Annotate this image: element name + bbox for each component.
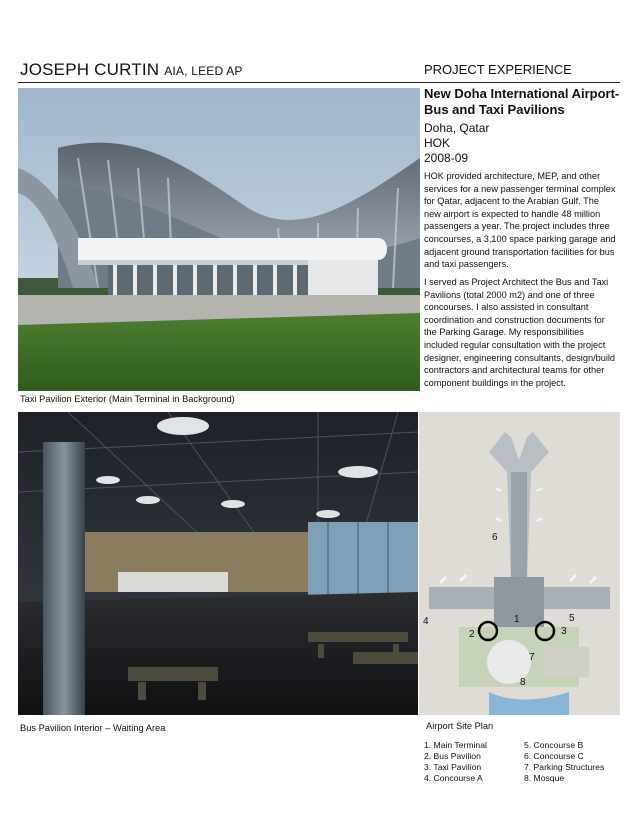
interior-illustration — [18, 412, 418, 715]
legend-item: 7. Parking Structures — [524, 762, 605, 772]
site-plan-image — [419, 412, 620, 715]
site-marker-4: 4 — [423, 616, 429, 627]
name-text: JOSEPH CURTIN — [20, 60, 160, 79]
project-location: Doha, Qatar — [424, 121, 490, 135]
interior-caption: Bus Pavilion Interior – Waiting Area — [20, 723, 166, 733]
project-years: 2008-09 — [424, 151, 469, 165]
project-description: HOK provided architecture, MEP, and other services for a new passenger terminal complex for Qatar, adjacent to the Arabian Gulf. The new airport is expected to handle 48 million passengers a year. The project includes three concourses, a 3,100 space parking garage and adjacent ground transportation facilities for bus and taxi passengers. — [424, 171, 616, 270]
project-firm: HOK — [424, 136, 451, 150]
site-marker-7: 7 — [529, 652, 535, 663]
site-marker-1: 1 — [514, 614, 520, 625]
site-plan-caption: Airport Site Plan — [426, 721, 494, 731]
site-plan-illustration — [419, 412, 620, 715]
site-marker-3: 3 — [561, 626, 567, 637]
project-title — [424, 86, 624, 118]
site-marker-5: 5 — [569, 613, 575, 624]
legend-item: 1. Main Terminal — [424, 740, 487, 750]
exterior-illustration — [18, 88, 420, 391]
legend-item: 6. Concourse C — [524, 751, 584, 761]
interior-photo — [18, 412, 418, 715]
resume-name — [20, 60, 243, 80]
exterior-photo — [18, 88, 420, 391]
project-meta — [424, 121, 624, 166]
header-divider — [18, 82, 620, 83]
project-title-line1: New Doha International Airport- — [424, 86, 620, 101]
site-marker-8: 8 — [520, 677, 526, 688]
legend-item: 3. Taxi Pavilion — [424, 762, 482, 772]
legend-column-2 — [524, 740, 604, 784]
site-marker-2: 2 — [469, 629, 475, 640]
site-marker-6: 6 — [492, 532, 498, 543]
project-title-line2: Bus and Taxi Pavilions — [424, 102, 565, 117]
legend-item: 8. Mosque — [524, 773, 565, 783]
legend-item: 5. Concourse B — [524, 740, 584, 750]
legend-column-1 — [424, 740, 487, 784]
legend-item: 2. Bus Pavilion — [424, 751, 481, 761]
role-description: I served as Project Architect the Bus and Taxi Pavilions (total 2000 m2) and one of three concourses. I also assisted in consultant coordination and construction documents for the Parking Garage. My responsibilities included regular consultation with the project designer, engineering consultants, design/build contractors and architectural teams for other component buildings in the project. — [424, 277, 616, 388]
credentials-text: AIA, LEED AP — [164, 64, 243, 78]
section-title: PROJECT EXPERIENCE — [424, 62, 572, 77]
exterior-caption: Taxi Pavilion Exterior (Main Terminal in Background) — [20, 394, 235, 404]
legend-item: 4. Concourse A — [424, 773, 483, 783]
